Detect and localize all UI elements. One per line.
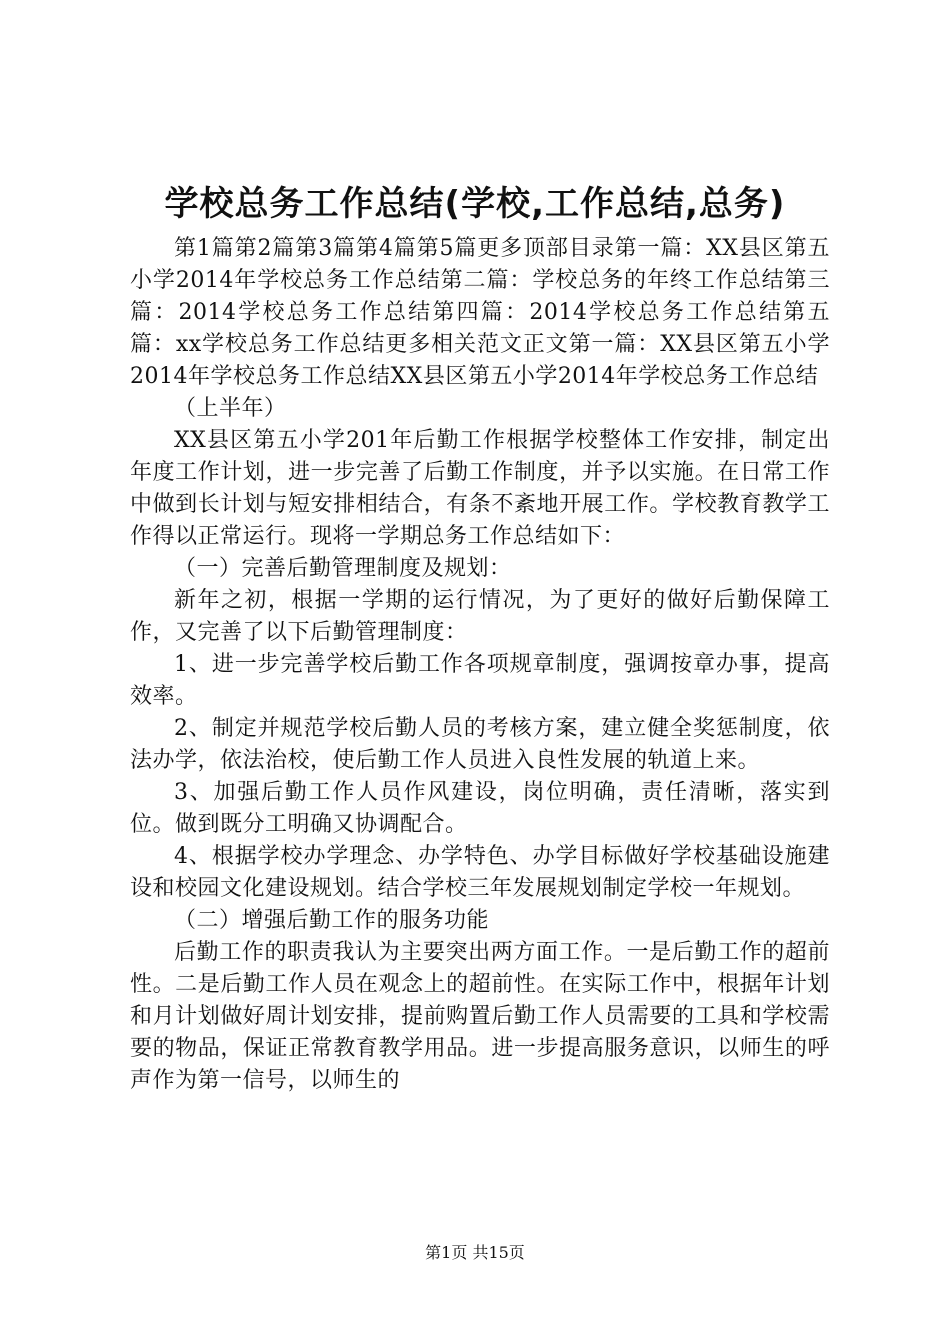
document-body: [130, 233, 830, 1097]
list-item-1: 1、进一步完善学校后勤工作各项规章制度，强调按章办事，提高效率。: [130, 652, 830, 709]
document-title: 学校总务工作总结(学校,工作总结,总务): [164, 184, 786, 224]
section-heading-2: （二）增强后勤工作的服务功能: [174, 908, 490, 933]
paragraph-section2-body: 后勤工作的职责我认为主要突出两方面工作。一是后勤工作的超前性。二是后勤工作人员在观念上的超前性。在实际工作中，根据年计划和月计划做好周计划安排，提前购置后勤工作人员需要的工具和学校需要的物品，保证正常教育教学用品。进一步提高服务意识，以师生的呼声作为第一信号，以师生的: [130, 940, 830, 1093]
paragraph-section1-intro: 新年之初，根据一学期的运行情况，为了更好的做好后勤保障工作，又完善了以下后勤管理制度：: [130, 588, 830, 645]
paragraph-period: （上半年）: [174, 396, 287, 421]
section-heading-1: （一）完善后勤管理制度及规划：: [174, 556, 512, 581]
list-item-4: 4、根据学校办学理念、办学特色、办学目标做好学校基础设施建设和校园文化建设规划。结合学校三年发展规划制定学校一年规划。: [130, 844, 830, 901]
list-item-2: 2、制定并规范学校后勤人员的考核方案，建立健全奖惩制度，依法办学，依法治校，使后勤工作人员进入良性发展的轨道上来。: [130, 716, 830, 773]
paragraph-toc: 第1篇第2篇第3篇第4篇第5篇更多顶部目录第一篇：XX县区第五小学2014年学校总务工作总结第二篇：学校总务的年终工作总结第三篇：2014学校总务工作总结第四篇：2014学校总务工作总结第五篇：xx学校总务工作总结更多相关范文正文第一篇：XX县区第五小学2014年学校总务工作总结XX县区第五小学2014年学校总务工作总结: [130, 236, 830, 389]
paragraph-intro: XX县区第五小学201年后勤工作根据学校整体工作安排，制定出年度工作计划，进一步完善了后勤工作制度，并予以实施。在日常工作中做到长计划与短安排相结合，有条不紊地开展工作。学校教育教学工作得以正常运行。现将一学期总务工作总结如下：: [130, 428, 830, 549]
list-item-3: 3、加强后勤工作人员作风建设，岗位明确，责任清晰，落实到位。做到既分工明确又协调配合。: [130, 780, 830, 837]
page-footer: 第1页 共15页: [425, 1243, 525, 1262]
